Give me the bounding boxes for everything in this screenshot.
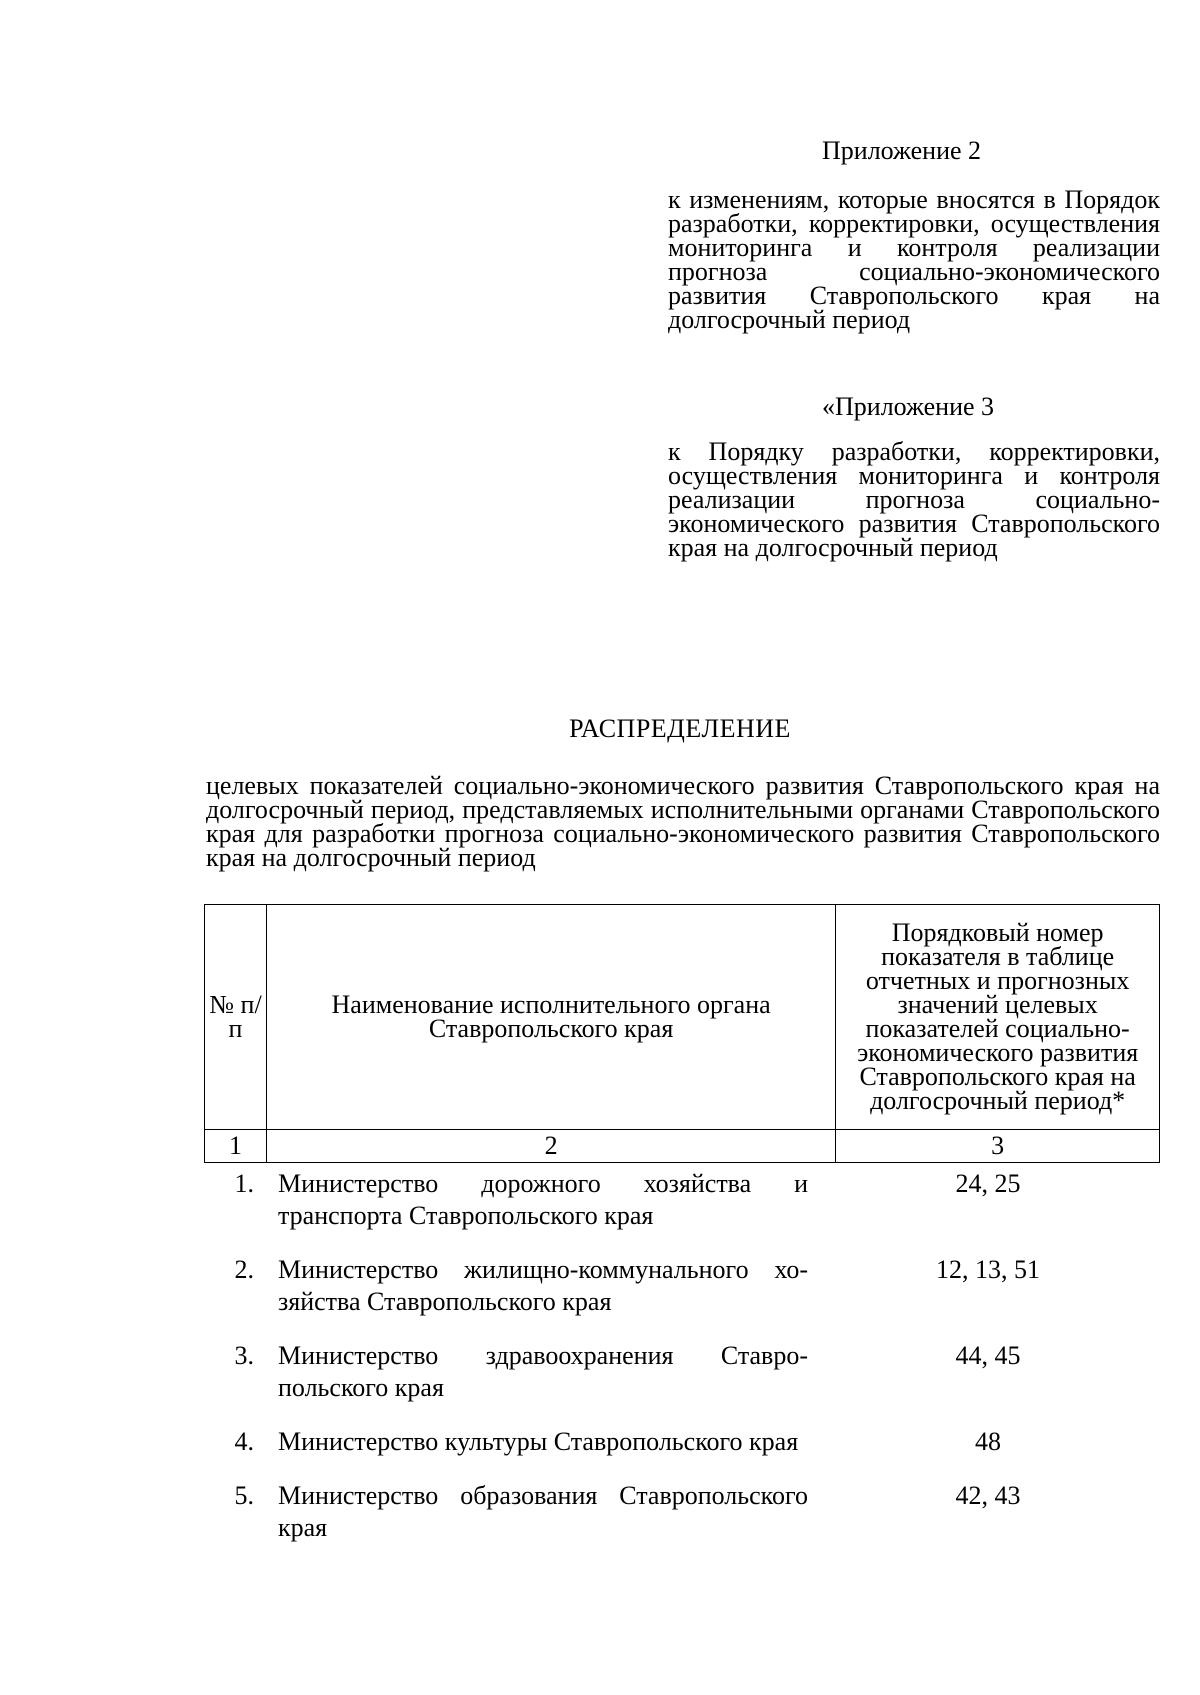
document-subheading: целевых показателей социально-экономического развития Ставропольского края на долгосрочный период, представляемых исполнительными органами Ставропольского края для разработки прогноза социально-экономического развития Ставропольского края на долгосрочный период bbox=[206, 771, 1160, 872]
table-row bbox=[204, 1426, 1160, 1458]
row-indicators: 24, 25 bbox=[955, 1169, 1021, 1198]
row-organ-name: Министерство жилищно-коммунального хозяйства Ставропольского края bbox=[278, 1255, 808, 1316]
table-row bbox=[204, 1340, 1160, 1404]
row-organ-name: Министерство образования Ставропольского края bbox=[278, 1481, 808, 1542]
row-number: 2. bbox=[234, 1255, 254, 1284]
appendix-3-title: «Приложение 3 bbox=[822, 392, 995, 421]
table-row bbox=[204, 1254, 1160, 1318]
column-number-row bbox=[205, 1130, 1160, 1163]
row-indicators: 44, 45 bbox=[955, 1341, 1021, 1370]
row-indicators: 12, 13, 51 bbox=[936, 1255, 1040, 1284]
row-indicators: 48 bbox=[975, 1427, 1001, 1456]
distribution-table-header bbox=[204, 904, 1160, 1163]
table-header-row bbox=[205, 905, 1160, 1130]
row-organ-name: Министерство здравоохранения Ставропольского края bbox=[278, 1341, 808, 1402]
row-organ-name: Министерство дорожного хозяйства и транспорта Ставропольского края bbox=[278, 1169, 808, 1230]
header-organ-name: Наименование исполнительного органа Ставропольского края bbox=[266, 905, 835, 1130]
column-number-3: 3 bbox=[836, 1130, 1160, 1163]
column-number-2: 2 bbox=[266, 1130, 835, 1163]
document-heading: РАСПРЕДЕЛЕНИЕ bbox=[569, 714, 791, 743]
row-number: 4. bbox=[234, 1427, 254, 1456]
column-number-1: 1 bbox=[205, 1130, 267, 1163]
row-organ-name: Министерство культуры Ставропольского края bbox=[278, 1427, 799, 1456]
header-number: № п/п bbox=[205, 905, 267, 1130]
appendix-2-text: к изменениям, которые вносятся в Порядок разработки, корректировки, осуществления мониторинга и контроля реализации прогноза социально-экономического развития Ставропольского края на долгосрочный период bbox=[668, 185, 1160, 334]
row-number: 1. bbox=[234, 1169, 254, 1198]
table-row bbox=[204, 1480, 1160, 1544]
table-row bbox=[204, 1168, 1160, 1232]
row-indicators: 42, 43 bbox=[955, 1481, 1021, 1510]
distribution-table-body bbox=[204, 1168, 1160, 1544]
row-number: 3. bbox=[234, 1341, 254, 1370]
appendix-3-text: к Порядку разработки, корректировки, осуществления мониторинга и контроля реализации прогноза социально-экономического развития Ставропольского края на долгосрочный период bbox=[668, 437, 1160, 562]
header-indicator-number: Порядковый номер показателя в таблице отчетных и прогнозных значений целевых показателей социально-экономического развития Ставропольского края на долгосрочный период* bbox=[836, 905, 1160, 1130]
appendix-2-title: Приложение 2 bbox=[822, 136, 982, 165]
row-number: 5. bbox=[234, 1481, 254, 1510]
